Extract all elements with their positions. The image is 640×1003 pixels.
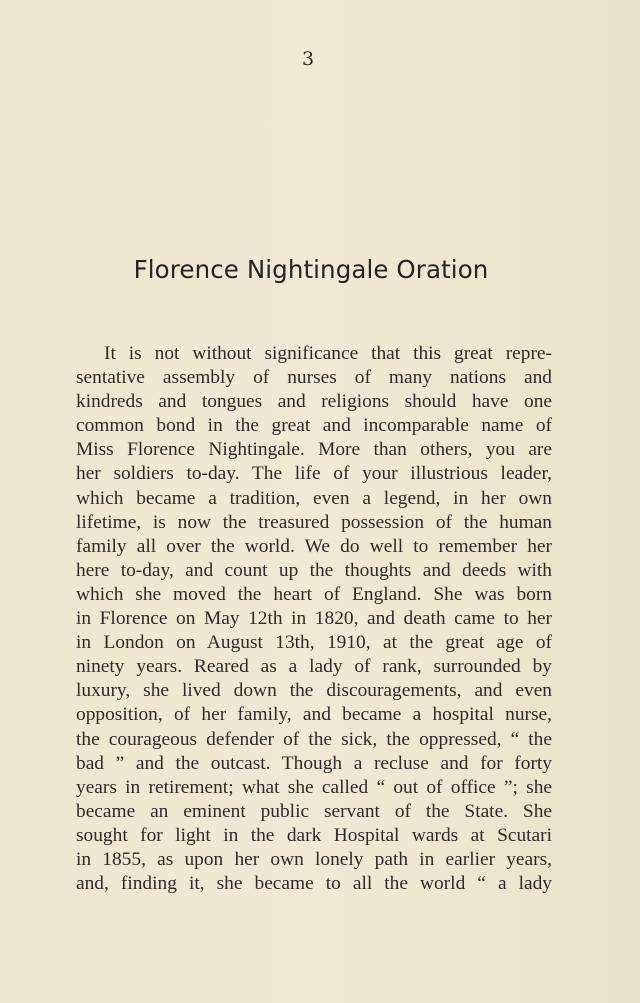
- body-paragraph: [76, 342, 552, 896]
- text-line: common bond in the great and incomparable name of: [76, 415, 552, 437]
- text-line: Miss Florence Nightingale. More than others, you are: [76, 439, 552, 461]
- text-line: family all over the world. We do well to remember her: [76, 535, 552, 557]
- text-line: ninety years. Reared as a lady of rank, surrounded by: [76, 656, 552, 678]
- text-line: her soldiers to-day. The life of your illustrious leader,: [76, 463, 552, 485]
- page-title: Florence Nightingale Oration: [133, 255, 489, 284]
- text-line: luxury, she lived down the discouragements, and even: [76, 680, 552, 702]
- text-line: It is not without significance that this great repre-: [104, 343, 552, 364]
- text-line: became an eminent public servant of the State. She: [76, 800, 552, 822]
- text-line: sought for light in the dark Hospital wards at Scutari: [76, 824, 552, 846]
- text-line: bad ” and the outcast. Though a recluse and for forty: [76, 752, 552, 774]
- text-line: here to-day, and count up the thoughts and deeds with: [76, 559, 552, 581]
- text-line: which she moved the heart of England. She was born: [76, 583, 552, 605]
- text-line: in London on August 13th, 1910, at the great age of: [76, 632, 552, 654]
- text-line: the courageous defender of the sick, the oppressed, “ the: [76, 728, 552, 750]
- text-line: and, finding it, she became to all the world “ a lady: [76, 873, 552, 895]
- text-line: years in retirement; what she called “ out of office ”; she: [76, 776, 552, 798]
- page-number: 3: [301, 48, 315, 70]
- text-line: kindreds and tongues and religions should have one: [76, 391, 552, 413]
- text-line: in 1855, as upon her own lonely path in earlier years,: [76, 848, 552, 870]
- text-line: lifetime, is now the treasured possession of the human: [76, 511, 552, 533]
- text-line: in Florence on May 12th in 1820, and death came to her: [76, 608, 552, 630]
- text-line: which became a tradition, even a legend, in her own: [76, 487, 552, 509]
- text-line: opposition, of her family, and became a hospital nurse,: [76, 704, 552, 726]
- text-line: sentative assembly of nurses of many nations and: [76, 367, 552, 389]
